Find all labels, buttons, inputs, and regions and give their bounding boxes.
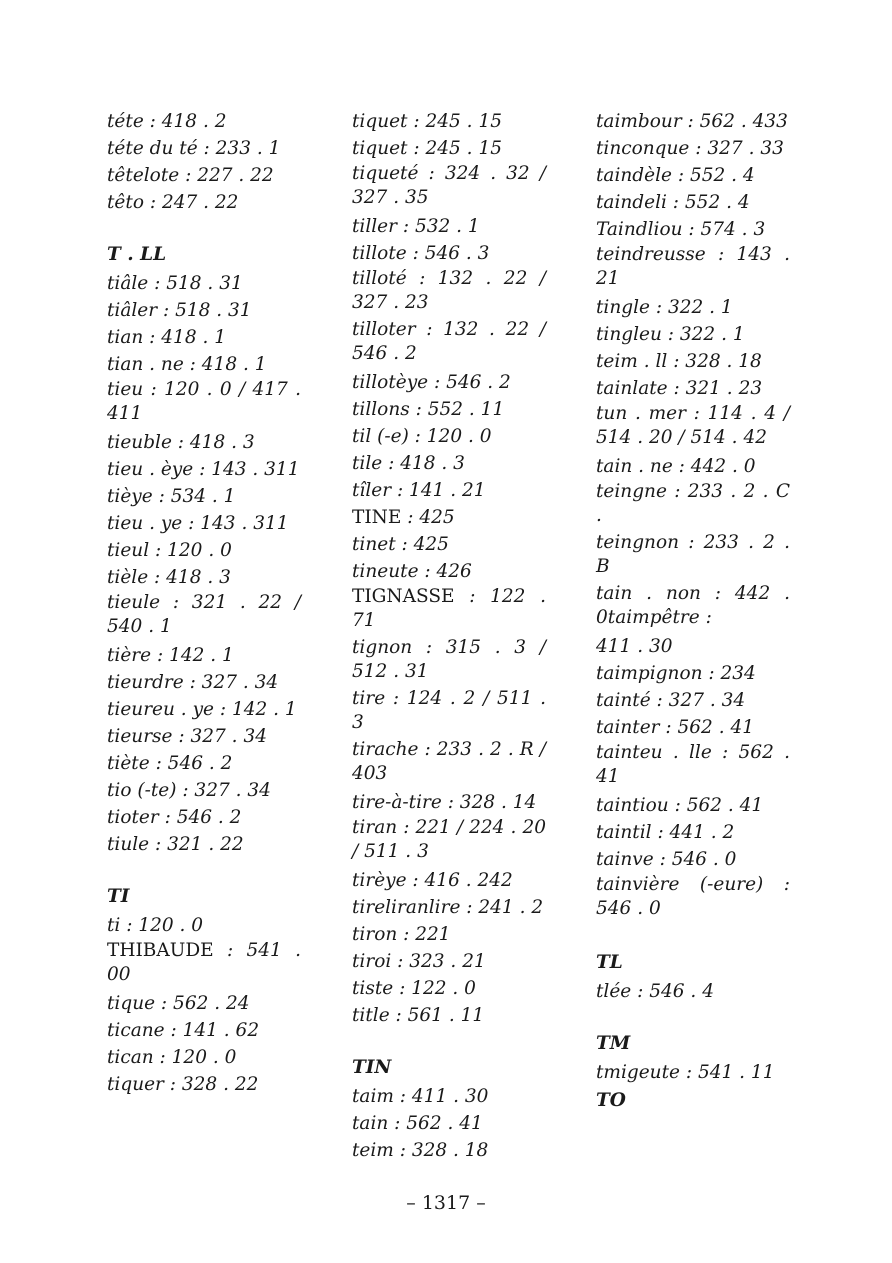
- index-entry: taindeli : 552 . 4: [596, 192, 750, 213]
- index-entry: téte : 418 . 2: [107, 111, 227, 132]
- index-entry: tièye : 534 . 1: [107, 486, 236, 507]
- index-entry: tain . non : 442 . 0taimpêtre :: [596, 583, 790, 628]
- index-entry: tiule : 321 . 22: [107, 834, 244, 855]
- index-entry: tieu . ye : 143 . 311: [107, 513, 289, 534]
- index-entry: tire : 124 . 2 / 511 . 3: [352, 688, 546, 733]
- index-entry: tile : 418 . 3: [352, 453, 465, 474]
- index-entry: tillote : 546 . 3: [352, 243, 490, 264]
- index-entry: taintiou : 562 . 41: [596, 795, 764, 816]
- index-entry: teingnon : 233 . 2 . B: [596, 532, 790, 577]
- entry-reference: : 541 . 00: [107, 940, 301, 985]
- section-heading: T . LL: [107, 244, 167, 265]
- index-entry: tiqueté : 324 . 32 / 327 . 35: [352, 163, 546, 208]
- entry-reference: : 425: [401, 507, 455, 528]
- index-column-1: [107, 108, 301, 1098]
- index-entry: tainter : 562 . 41: [596, 717, 755, 738]
- index-entry: taimbour : 562 . 433: [596, 111, 788, 132]
- index-entry: têto : 247 . 22: [107, 192, 239, 213]
- index-entry: [352, 585, 546, 636]
- index-entry: tirèye : 416 . 242: [352, 870, 513, 891]
- index-entry: tirache : 233 . 2 . R / 403: [352, 739, 546, 784]
- index-column-2: [352, 108, 546, 1164]
- page-number: – 1317 –: [406, 1192, 486, 1214]
- index-entry: teim : 328 . 18: [352, 1140, 489, 1161]
- index-entry: taindèle : 552 . 4: [596, 165, 755, 186]
- index-entry: tiquet : 245 . 15: [352, 138, 502, 159]
- index-entry: tilloté : 132 . 22 / 327 . 23: [352, 268, 546, 313]
- index-entry: tain . ne : 442 . 0: [596, 456, 756, 477]
- index-entry: tieu : 120 . 0 / 417 . 411: [107, 379, 301, 424]
- index-entry: tiran : 221 / 224 . 20 / 511 . 3: [352, 817, 546, 862]
- index-entry: tineute : 426: [352, 561, 472, 582]
- section-heading: TO: [596, 1090, 626, 1111]
- index-entry: tîler : 141 . 21: [352, 480, 486, 501]
- index-entry: tique : 562 . 24: [107, 993, 250, 1014]
- index-entry: tièle : 418 . 3: [107, 567, 231, 588]
- index-entry: til (-e) : 120 . 0: [352, 426, 492, 447]
- index-entry: ticane : 141 . 62: [107, 1020, 260, 1041]
- index-entry: tiète : 546 . 2: [107, 753, 233, 774]
- index-entry: tieule : 321 . 22 / 540 . 1: [107, 592, 301, 637]
- index-entry: tignon : 315 . 3 / 512 . 31: [352, 637, 546, 682]
- index-entry: tire-à-tire : 328 . 14: [352, 792, 537, 813]
- entry-headword: TIGNASSE: [352, 586, 455, 607]
- index-entry: [352, 504, 546, 531]
- index-entry: 411 . 30: [596, 636, 673, 657]
- index-entry: tieul : 120 . 0: [107, 540, 232, 561]
- index-entry: tainlate : 321 . 23: [596, 378, 763, 399]
- index-entry: taimpignon : 234: [596, 663, 756, 684]
- section-heading: TM: [596, 1033, 631, 1054]
- index-entry: tiquer : 328 . 22: [107, 1074, 259, 1095]
- index-entry: tainve : 546 . 0: [596, 849, 737, 870]
- index-entry: tieureu . ye : 142 . 1: [107, 699, 297, 720]
- index-entry: tinconque : 327 . 33: [596, 138, 784, 159]
- index-column-3: [596, 108, 790, 1116]
- index-entry: taim : 411 . 30: [352, 1086, 489, 1107]
- entry-headword: TINE: [352, 507, 402, 528]
- index-entry: tieurdre : 327 . 34: [107, 672, 279, 693]
- index-entry: [107, 939, 301, 990]
- index-entry: tieurse : 327 . 34: [107, 726, 267, 747]
- index-entry: tiroi : 323 . 21: [352, 951, 486, 972]
- index-entry: teindreusse : 143 . 21: [596, 244, 790, 289]
- index-entry: tainteu . lle : 562 . 41: [596, 742, 790, 787]
- index-entry: tiller : 532 . 1: [352, 216, 480, 237]
- entry-reference: : 122 . 71: [352, 586, 546, 631]
- entry-headword: THIBAUDE: [107, 940, 214, 961]
- index-entry: tiâle : 518 . 31: [107, 273, 243, 294]
- index-entry: tillons : 552 . 11: [352, 399, 505, 420]
- index-entry: tiâler : 518 . 31: [107, 300, 252, 321]
- index-entry: tiron : 221: [352, 924, 451, 945]
- index-entry: tinet : 425: [352, 534, 449, 555]
- index-entry: tun . mer : 114 . 4 / 514 . 20 / 514 . 42: [596, 403, 790, 448]
- index-entry: tlée : 546 . 4: [596, 981, 714, 1002]
- index-entry: tillotèye : 546 . 2: [352, 372, 511, 393]
- index-entry: tingle : 322 . 1: [596, 297, 733, 318]
- index-entry: Taindliou : 574 . 3: [596, 219, 766, 240]
- index-entry: tainvière (-eure) : 546 . 0: [596, 874, 790, 919]
- index-entry: tican : 120 . 0: [107, 1047, 237, 1068]
- index-entry: téte du té : 233 . 1: [107, 138, 281, 159]
- index-entry: têtelote : 227 . 22: [107, 165, 274, 186]
- index-entry: tilloter : 132 . 22 / 546 . 2: [352, 319, 546, 364]
- index-entry: teim . ll : 328 . 18: [596, 351, 762, 372]
- index-entry: tiquet : 245 . 15: [352, 111, 502, 132]
- index-entry: tireliranlire : 241 . 2: [352, 897, 544, 918]
- index-entry: ti : 120 . 0: [107, 915, 204, 936]
- index-entry: tainté : 327 . 34: [596, 690, 746, 711]
- index-entry: tingleu : 322 . 1: [596, 324, 745, 345]
- index-entry: tieuble : 418 . 3: [107, 432, 255, 453]
- section-heading: TL: [596, 952, 623, 973]
- section-heading: TI: [107, 886, 130, 907]
- index-entry: title : 561 . 11: [352, 1005, 485, 1026]
- index-entry: tière : 142 . 1: [107, 645, 234, 666]
- index-entry: taintil : 441 . 2: [596, 822, 735, 843]
- index-entry: tiste : 122 . 0: [352, 978, 476, 999]
- index-entry: tmigeute : 541 . 11: [596, 1062, 775, 1083]
- index-entry: tian . ne : 418 . 1: [107, 354, 267, 375]
- index-entry: tieu . èye : 143 . 311: [107, 459, 300, 480]
- index-entry: tio (-te) : 327 . 34: [107, 780, 271, 801]
- index-entry: tian : 418 . 1: [107, 327, 227, 348]
- section-heading: TIN: [352, 1057, 392, 1078]
- index-entry: tain : 562 . 41: [352, 1113, 483, 1134]
- index-entry: teingne : 233 . 2 . C .: [596, 481, 790, 526]
- index-entry: tioter : 546 . 2: [107, 807, 242, 828]
